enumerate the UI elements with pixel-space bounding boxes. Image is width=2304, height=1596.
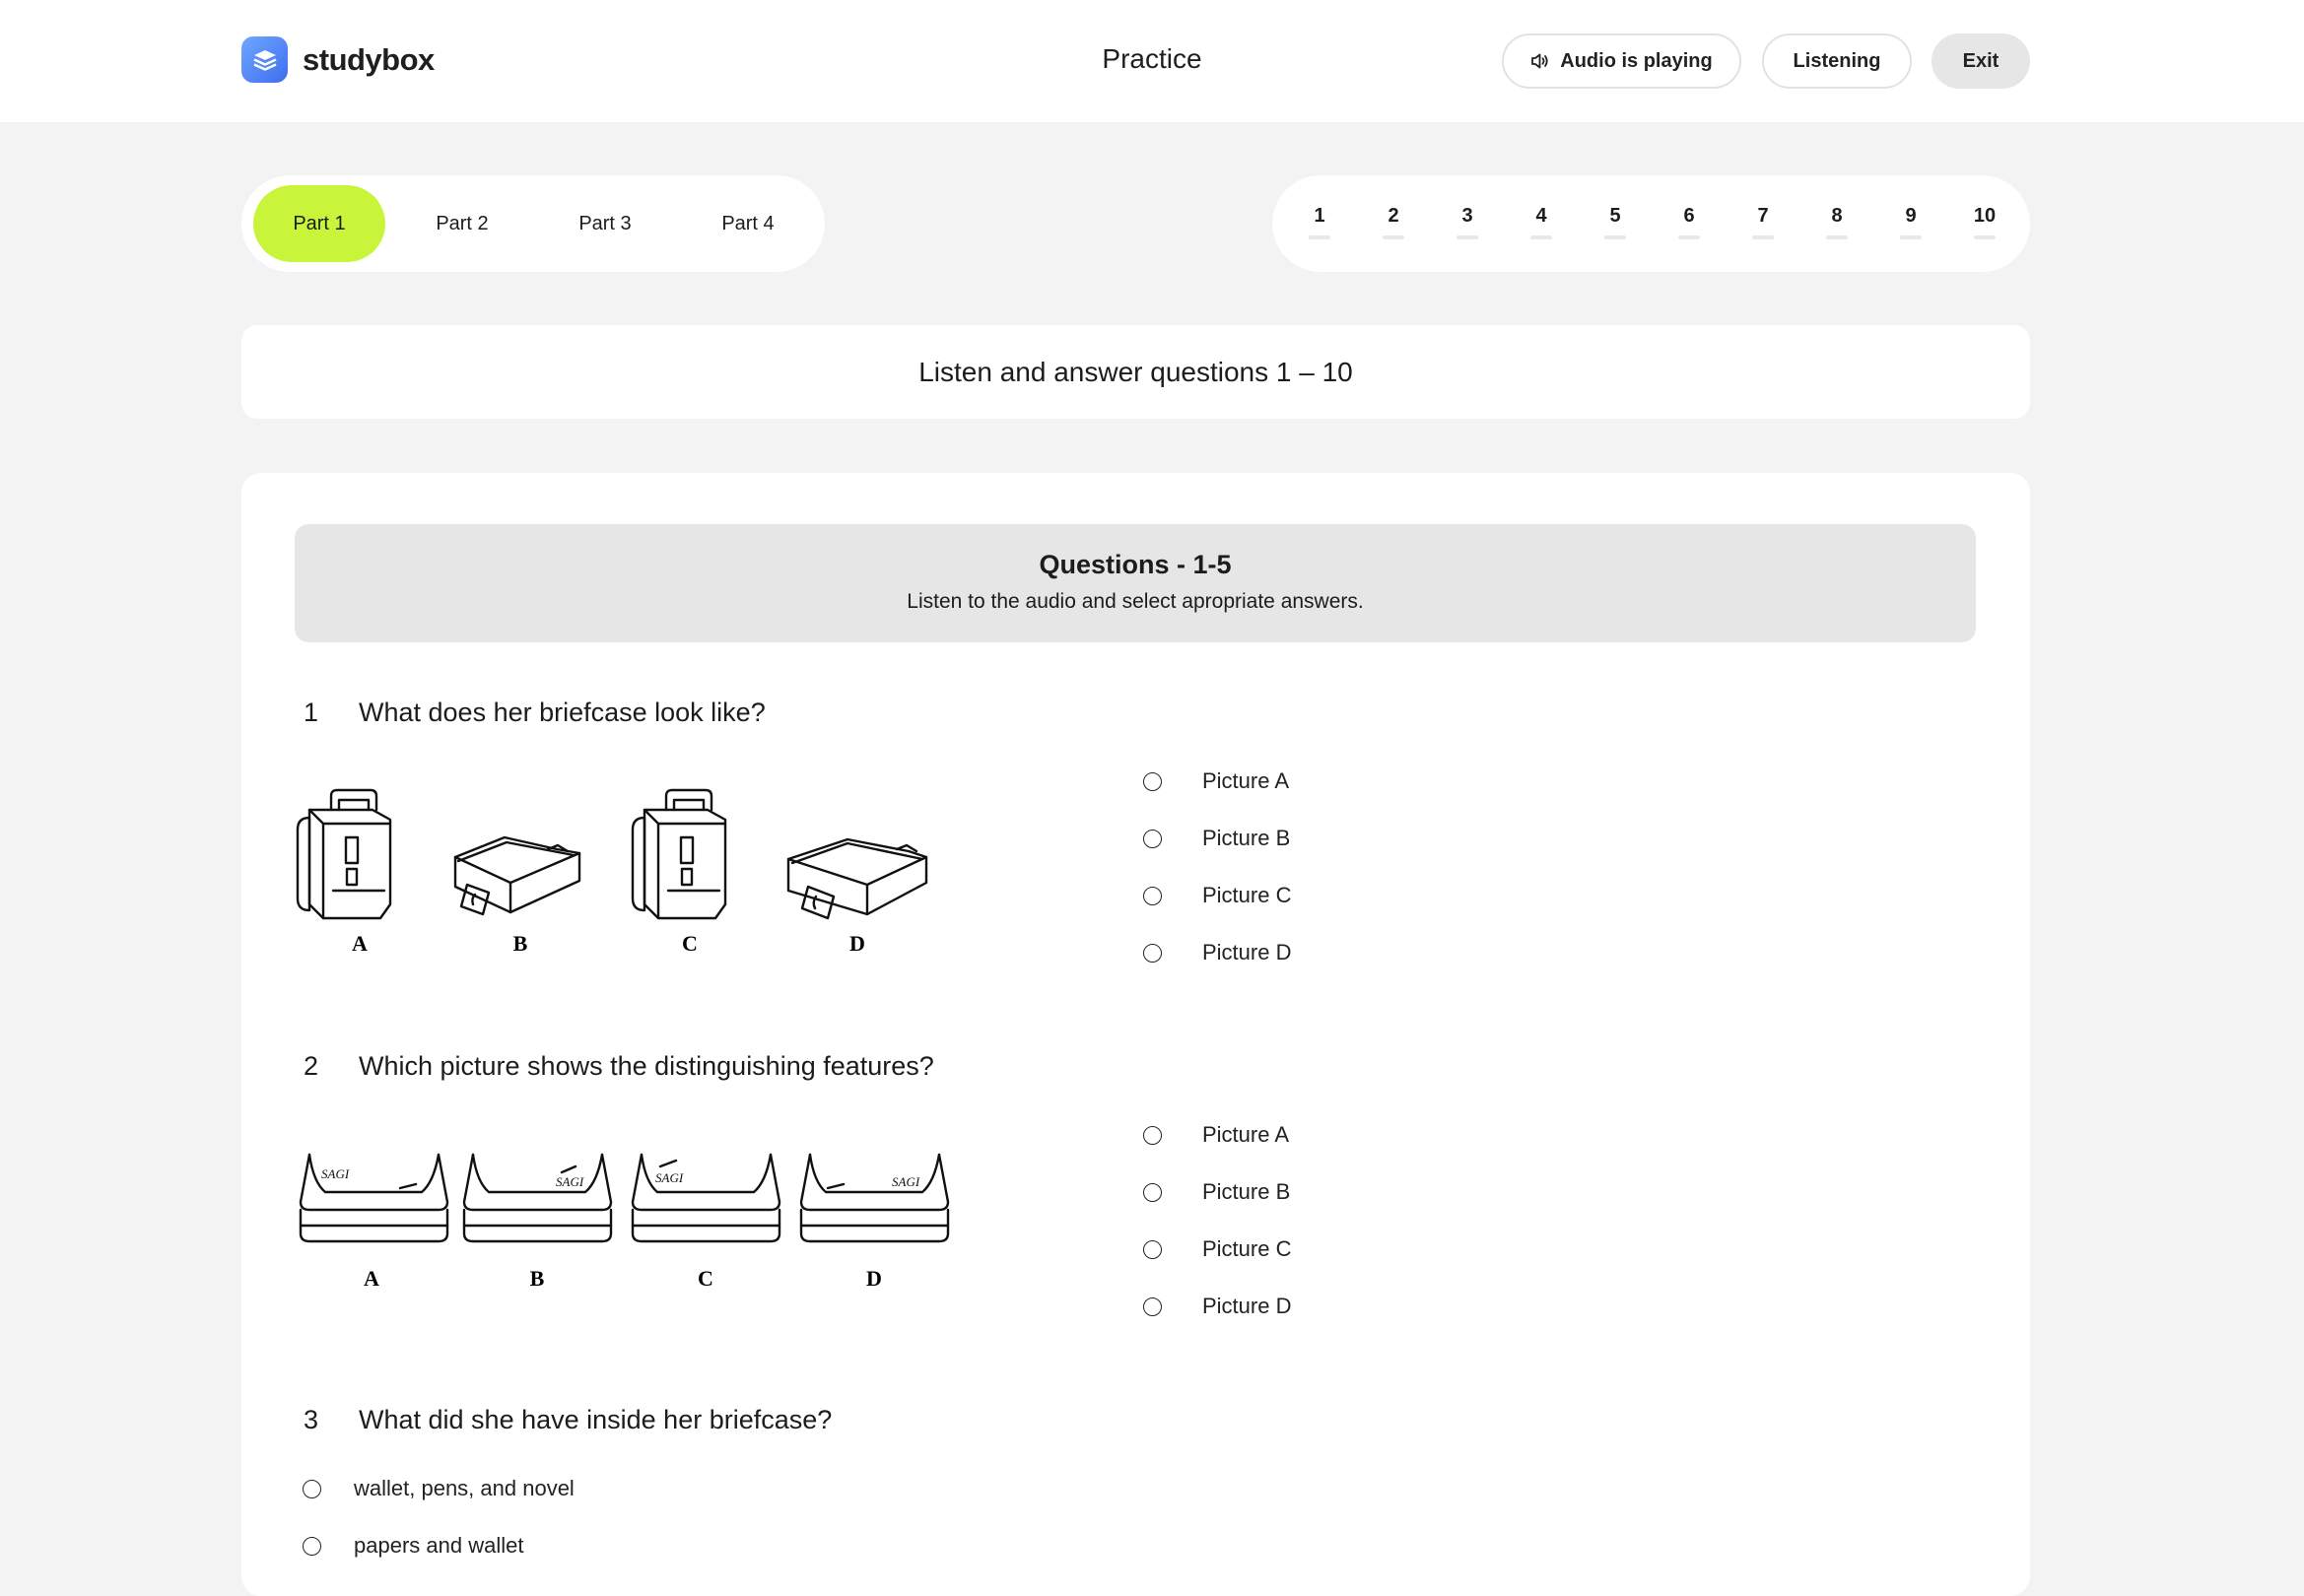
- tag-text: SAGI: [892, 1174, 920, 1189]
- question-text: Which picture shows the distinguishing features?: [359, 1051, 934, 1081]
- briefcase-upright-icon: [633, 790, 725, 918]
- option-picture-c[interactable]: [1143, 1236, 1291, 1262]
- option-picture-b[interactable]: [1143, 1179, 1290, 1205]
- picture-label: C: [698, 1266, 713, 1291]
- option-label: Picture B: [1202, 1179, 1291, 1204]
- question-nav-2[interactable]: 2: [1374, 205, 1413, 239]
- section-header: [295, 524, 1976, 642]
- picture-label: D: [849, 931, 865, 956]
- option-picture-a[interactable]: [1143, 768, 1289, 794]
- tab-part-3[interactable]: Part 3: [578, 212, 632, 234]
- picture-label: A: [364, 1266, 379, 1291]
- picture-label: B: [529, 1266, 545, 1291]
- top-bar: [0, 0, 2304, 122]
- option-picture-d[interactable]: [1143, 940, 1291, 965]
- radio-button[interactable]: [1143, 1297, 1162, 1316]
- option-label: Picture C: [1202, 1236, 1292, 1261]
- briefcase-corner-icon: [464, 1155, 611, 1241]
- instructions-banner: Listen and answer questions 1 – 10: [241, 325, 2030, 419]
- question-number: 3: [304, 1405, 319, 1434]
- question-nav-5[interactable]: 5: [1595, 205, 1635, 239]
- brand-name: studybox: [303, 41, 435, 77]
- tag-text: SAGI: [556, 1174, 584, 1189]
- question-nav-1[interactable]: 1: [1300, 205, 1339, 239]
- question-nav-10[interactable]: 10: [1965, 205, 2004, 239]
- radio-button[interactable]: [1143, 1183, 1162, 1202]
- exit-button[interactable]: Exit: [1931, 33, 2030, 89]
- question-nav-9[interactable]: 9: [1891, 205, 1931, 239]
- question-nav-7[interactable]: 7: [1743, 205, 1783, 239]
- tag-text: SAGI: [655, 1170, 684, 1185]
- briefcase-pictures: [296, 788, 966, 956]
- radio-button[interactable]: [1143, 887, 1162, 905]
- radio-button[interactable]: [303, 1480, 321, 1498]
- radio-button[interactable]: [1143, 1126, 1162, 1145]
- question-nav-6[interactable]: 6: [1669, 205, 1709, 239]
- speaker-icon: [1530, 52, 1550, 70]
- picture-label: A: [352, 931, 368, 956]
- picture-label: C: [682, 931, 698, 956]
- option-picture-a[interactable]: [1143, 1122, 1289, 1148]
- option-papers-wallet[interactable]: [303, 1533, 523, 1559]
- picture-label: B: [512, 931, 528, 956]
- radio-button[interactable]: [1143, 944, 1162, 963]
- briefcase-lying-icon: [788, 839, 926, 918]
- radio-button[interactable]: [303, 1537, 321, 1556]
- option-label: Picture A: [1202, 768, 1290, 793]
- section-instruction: Listen to the audio and select apropriate answers.: [907, 590, 1364, 613]
- option-wallet-pens-novel[interactable]: [303, 1476, 575, 1501]
- briefcase-corner-icon: [633, 1155, 779, 1241]
- option-label: wallet, pens, and novel: [354, 1476, 575, 1500]
- briefcase-upright-icon: [298, 790, 390, 918]
- audio-status-label: Audio is playing: [1560, 49, 1713, 72]
- picture-label: D: [866, 1266, 882, 1291]
- option-picture-c[interactable]: [1143, 883, 1291, 908]
- question-navigator: [1272, 175, 2030, 272]
- option-label: Picture A: [1202, 1122, 1290, 1147]
- radio-button[interactable]: [1143, 1240, 1162, 1259]
- question-nav-4[interactable]: 4: [1522, 205, 1561, 239]
- option-label: Picture D: [1202, 940, 1292, 964]
- tab-part-1[interactable]: Part 1: [253, 185, 385, 262]
- briefcase-corner-icon: [801, 1155, 948, 1241]
- option-picture-d[interactable]: [1143, 1294, 1291, 1319]
- radio-button[interactable]: [1143, 830, 1162, 848]
- tag-text: SAGI: [321, 1166, 350, 1181]
- listening-button[interactable]: Listening: [1762, 33, 1912, 89]
- page-title: Practice: [1102, 43, 1202, 74]
- question-nav-3[interactable]: 3: [1448, 205, 1487, 239]
- option-label: Picture C: [1202, 883, 1292, 907]
- option-picture-b[interactable]: [1143, 826, 1290, 851]
- tag-feature-pictures: [296, 1153, 966, 1291]
- question-number: 1: [304, 698, 319, 727]
- question-text: What did she have inside her briefcase?: [359, 1405, 833, 1434]
- option-label: Picture B: [1202, 826, 1291, 850]
- tab-part-4[interactable]: Part 4: [721, 212, 775, 234]
- radio-button[interactable]: [1143, 772, 1162, 791]
- section-title: Questions - 1-5: [1039, 550, 1232, 579]
- question-card: [241, 473, 2030, 1596]
- briefcase-lying-icon: [455, 837, 579, 914]
- question-text: What does her briefcase look like?: [359, 698, 766, 727]
- question-number: 2: [304, 1051, 319, 1081]
- tab-part-2[interactable]: Part 2: [436, 212, 489, 234]
- question-nav-8[interactable]: 8: [1817, 205, 1857, 239]
- option-label: papers and wallet: [354, 1533, 524, 1558]
- part-tabs: [241, 175, 825, 272]
- audio-status-button[interactable]: [1502, 33, 1741, 89]
- option-label: Picture D: [1202, 1294, 1292, 1318]
